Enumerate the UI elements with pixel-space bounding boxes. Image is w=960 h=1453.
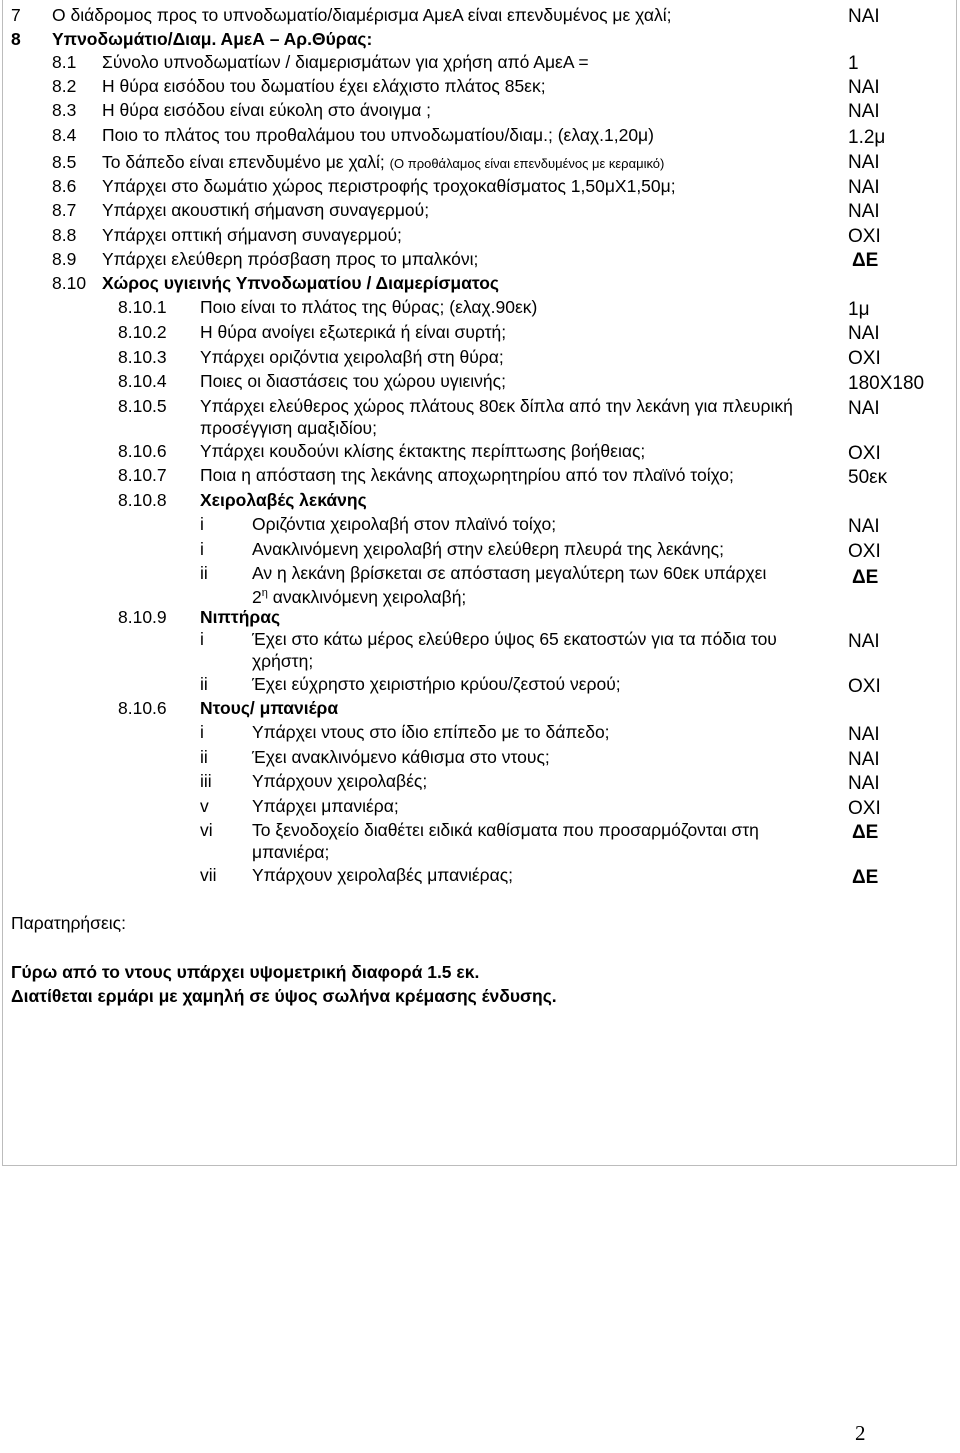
item-text: Ποιες οι διαστάσεις του χώρου υγιεινής; bbox=[200, 371, 506, 391]
subitem-number: v bbox=[200, 796, 209, 816]
item-text: Υπάρχει ακουστική σήμανση συναγερμού; bbox=[102, 200, 430, 220]
item-number: 8.10.6 bbox=[118, 441, 167, 461]
subitem-number: ii bbox=[200, 563, 208, 583]
item-number: 8.3 bbox=[52, 100, 77, 120]
item-answer: ΝΑΙ bbox=[848, 516, 880, 537]
item-number: 8.4 bbox=[52, 125, 77, 145]
item-answer: ΔΕ bbox=[852, 250, 879, 271]
item-answer: 1 bbox=[848, 53, 859, 74]
item-text: Υπάρχει οριζόντια χειρολαβή στη θύρα; bbox=[200, 347, 504, 367]
subitem-number: i bbox=[200, 722, 204, 742]
item-text: Υπάρχουν χειρολαβές; bbox=[252, 771, 428, 791]
item-number: 8.6 bbox=[52, 176, 77, 196]
item-text: Ποιο το πλάτος του προθαλάμου του υπνοδωματίου/διαμ.; (ελαχ.1,20μ) bbox=[102, 125, 654, 145]
item-text: Ανακλινόμενη χειρολαβή στην ελεύθερη πλευρά της λεκάνης; bbox=[252, 539, 724, 559]
section-title: Χειρολαβές λεκάνης bbox=[200, 490, 367, 510]
item-text: Η θύρα ανοίγει εξωτερικά ή είναι συρτή; bbox=[200, 322, 507, 342]
item-text: Υπάρχει κουδούνι κλίσης έκτακτης περίπτωσης βοήθειας; bbox=[200, 441, 646, 461]
item-text: Η θύρα εισόδου είναι εύκολη στο άνοιγμα ; bbox=[102, 100, 432, 120]
item-number: 8.7 bbox=[52, 200, 77, 220]
item-number: 8.10.2 bbox=[118, 322, 167, 342]
item-answer: ΔΕ bbox=[852, 822, 879, 843]
subitem-number: i bbox=[200, 539, 204, 559]
remark-line: Διατίθεται ερμάρι με χαμηλή σε ύψος σωλήνα κρέμασης ένδυσης. bbox=[11, 986, 557, 1006]
item-number: 8 bbox=[11, 29, 21, 49]
item-answer: 50εκ bbox=[848, 467, 888, 488]
item-number: 8.10 bbox=[52, 273, 87, 293]
item-text-prefix: 2 bbox=[252, 586, 262, 607]
remark-line: Γύρω από το ντους υπάρχει υψομετρική διαφορά 1.5 εκ. bbox=[11, 962, 480, 982]
item-answer: ΔΕ bbox=[852, 567, 879, 588]
subitem-number: vi bbox=[200, 820, 213, 840]
item-number: 7 bbox=[11, 5, 21, 25]
item-answer: ΟΧΙ bbox=[848, 676, 881, 697]
subitem-number: ii bbox=[200, 674, 208, 694]
subitem-number: i bbox=[200, 629, 204, 649]
item-text: Υπάρχει οπτική σήμανση συναγερμού; bbox=[102, 225, 402, 245]
item-number: 8.10.3 bbox=[118, 347, 167, 367]
item-number: 8.2 bbox=[52, 76, 77, 96]
item-text: Το ξενοδοχείο διαθέτει ειδικά καθίσματα που προσαρμόζονται στη μπανιέρα; bbox=[252, 820, 759, 862]
item-text: Έχει εύχρηστο χειριστήριο κρύου/ζεστού νερού; bbox=[252, 674, 621, 694]
item-answer: 180Χ180 bbox=[848, 373, 925, 394]
item-answer: ΝΑΙ bbox=[848, 398, 880, 419]
item-answer: ΝΑΙ bbox=[848, 177, 880, 198]
item-number: 8.10.6 bbox=[118, 698, 167, 718]
remarks-label: Παρατηρήσεις: bbox=[11, 913, 126, 933]
subitem-number: vii bbox=[200, 865, 217, 885]
subitem-number: i bbox=[200, 514, 204, 534]
item-answer: ΝΑΙ bbox=[848, 749, 880, 770]
item-text: Έχει στο κάτω μέρος ελεύθερο ύψος 65 εκατοστών για τα πόδια του χρήστη; bbox=[252, 629, 777, 671]
item-answer: ΝΑΙ bbox=[848, 724, 880, 745]
item-answer: ΝΑΙ bbox=[848, 101, 880, 122]
item-number: 8.9 bbox=[52, 249, 77, 269]
item-text: Το δάπεδο είναι επενδυμένο με χαλί; bbox=[102, 152, 385, 172]
item-note: (Ο προθάλαμος είναι επενδυμένος με κεραμικό) bbox=[389, 156, 665, 171]
item-text: Σύνολο υπνοδωματίων / διαμερισμάτων για χρήση από ΑμεΑ = bbox=[102, 52, 589, 72]
item-number: 8.10.8 bbox=[118, 490, 167, 510]
item-answer: 1.2μ bbox=[848, 127, 886, 148]
item-number: 8.1 bbox=[52, 52, 77, 72]
item-text-continued: ανακλινόμενη χειρολαβή; bbox=[267, 586, 467, 607]
item-answer: ΟΧΙ bbox=[848, 443, 881, 464]
section-title: Ντους/ μπανιέρα bbox=[200, 698, 339, 718]
item-text: Ο διάδρομος προς το υπνοδωματίο/διαμέρισμα ΑμεΑ είναι επενδυμένος με χαλί; bbox=[52, 5, 672, 25]
item-answer: ΝΑΙ bbox=[848, 323, 880, 344]
item-number: 8.10.7 bbox=[118, 465, 167, 485]
item-text: Έχει ανακλινόμενο κάθισμα στο ντους; bbox=[252, 747, 550, 767]
item-answer: ΟΧΙ bbox=[848, 226, 881, 247]
item-answer: ΟΧΙ bbox=[848, 541, 881, 562]
item-answer: ΟΧΙ bbox=[848, 798, 881, 819]
item-answer: ΝΑΙ bbox=[848, 201, 880, 222]
section-title: Υπνοδωμάτιο/Διαμ. ΑμεΑ – Αρ.Θύρας: bbox=[52, 29, 373, 49]
item-answer: ΝΑΙ bbox=[848, 152, 880, 173]
item-number: 8.10.9 bbox=[118, 607, 167, 627]
item-answer: ΝΑΙ bbox=[848, 77, 880, 98]
page-number: 2 bbox=[855, 1421, 866, 1445]
section-title: Νιπτήρας bbox=[200, 607, 281, 627]
item-answer: 1μ bbox=[848, 299, 870, 320]
item-text: Υπάρχει στο δωμάτιο χώρος περιστροφής τροχοκαθίσματος 1,50μΧ1,50μ; bbox=[102, 176, 676, 196]
item-number: 8.10.1 bbox=[118, 297, 167, 317]
item-answer: ΝΑΙ bbox=[848, 6, 880, 27]
item-answer: ΝΑΙ bbox=[848, 773, 880, 794]
item-text: Ποια η απόσταση της λεκάνης αποχωρητηρίου από τον πλαϊνό τοίχο; bbox=[200, 465, 734, 485]
item-text: Υπάρχει ελεύθερος χώρος πλάτους 80εκ δίπλα από την λεκάνη για πλευρική προσέγγιση αμαξιδίου; bbox=[200, 396, 793, 438]
item-answer: ΔΕ bbox=[852, 867, 879, 888]
section-title: Χώρος υγιεινής Υπνοδωματίου / Διαμερίσματος bbox=[102, 273, 500, 293]
item-text: Η θύρα εισόδου του δωματίου έχει ελάχιστο πλάτος 85εκ; bbox=[102, 76, 546, 96]
item-text: Αν η λεκάνη βρίσκεται σε απόσταση μεγαλύτερη των 60εκ υπάρχει bbox=[252, 563, 767, 583]
item-number: 8.10.4 bbox=[118, 371, 167, 391]
item-answer: ΟΧΙ bbox=[848, 348, 881, 369]
item-text: Υπάρχουν χειρολαβές μπανιέρας; bbox=[252, 865, 514, 885]
subitem-number: iii bbox=[200, 771, 212, 791]
item-text: Ποιο είναι το πλάτος της θύρας; (ελαχ.90εκ) bbox=[200, 297, 538, 317]
item-text: Υπάρχει ντους στο ίδιο επίπεδο με το δάπεδο; bbox=[252, 722, 610, 742]
item-number: 8.8 bbox=[52, 225, 77, 245]
item-text: Υπάρχει μπανιέρα; bbox=[252, 796, 399, 816]
subitem-number: ii bbox=[200, 747, 208, 767]
item-number: 8.5 bbox=[52, 152, 77, 172]
item-text: Οριζόντια χειρολαβή στον πλαϊνό τοίχο; bbox=[252, 514, 557, 534]
ordinal-superscript: η bbox=[261, 587, 268, 599]
item-number: 8.10.5 bbox=[118, 396, 167, 416]
item-text: Υπάρχει ελεύθερη πρόσβαση προς το μπαλκόνι; bbox=[102, 249, 479, 269]
item-answer: ΝΑΙ bbox=[848, 631, 880, 652]
